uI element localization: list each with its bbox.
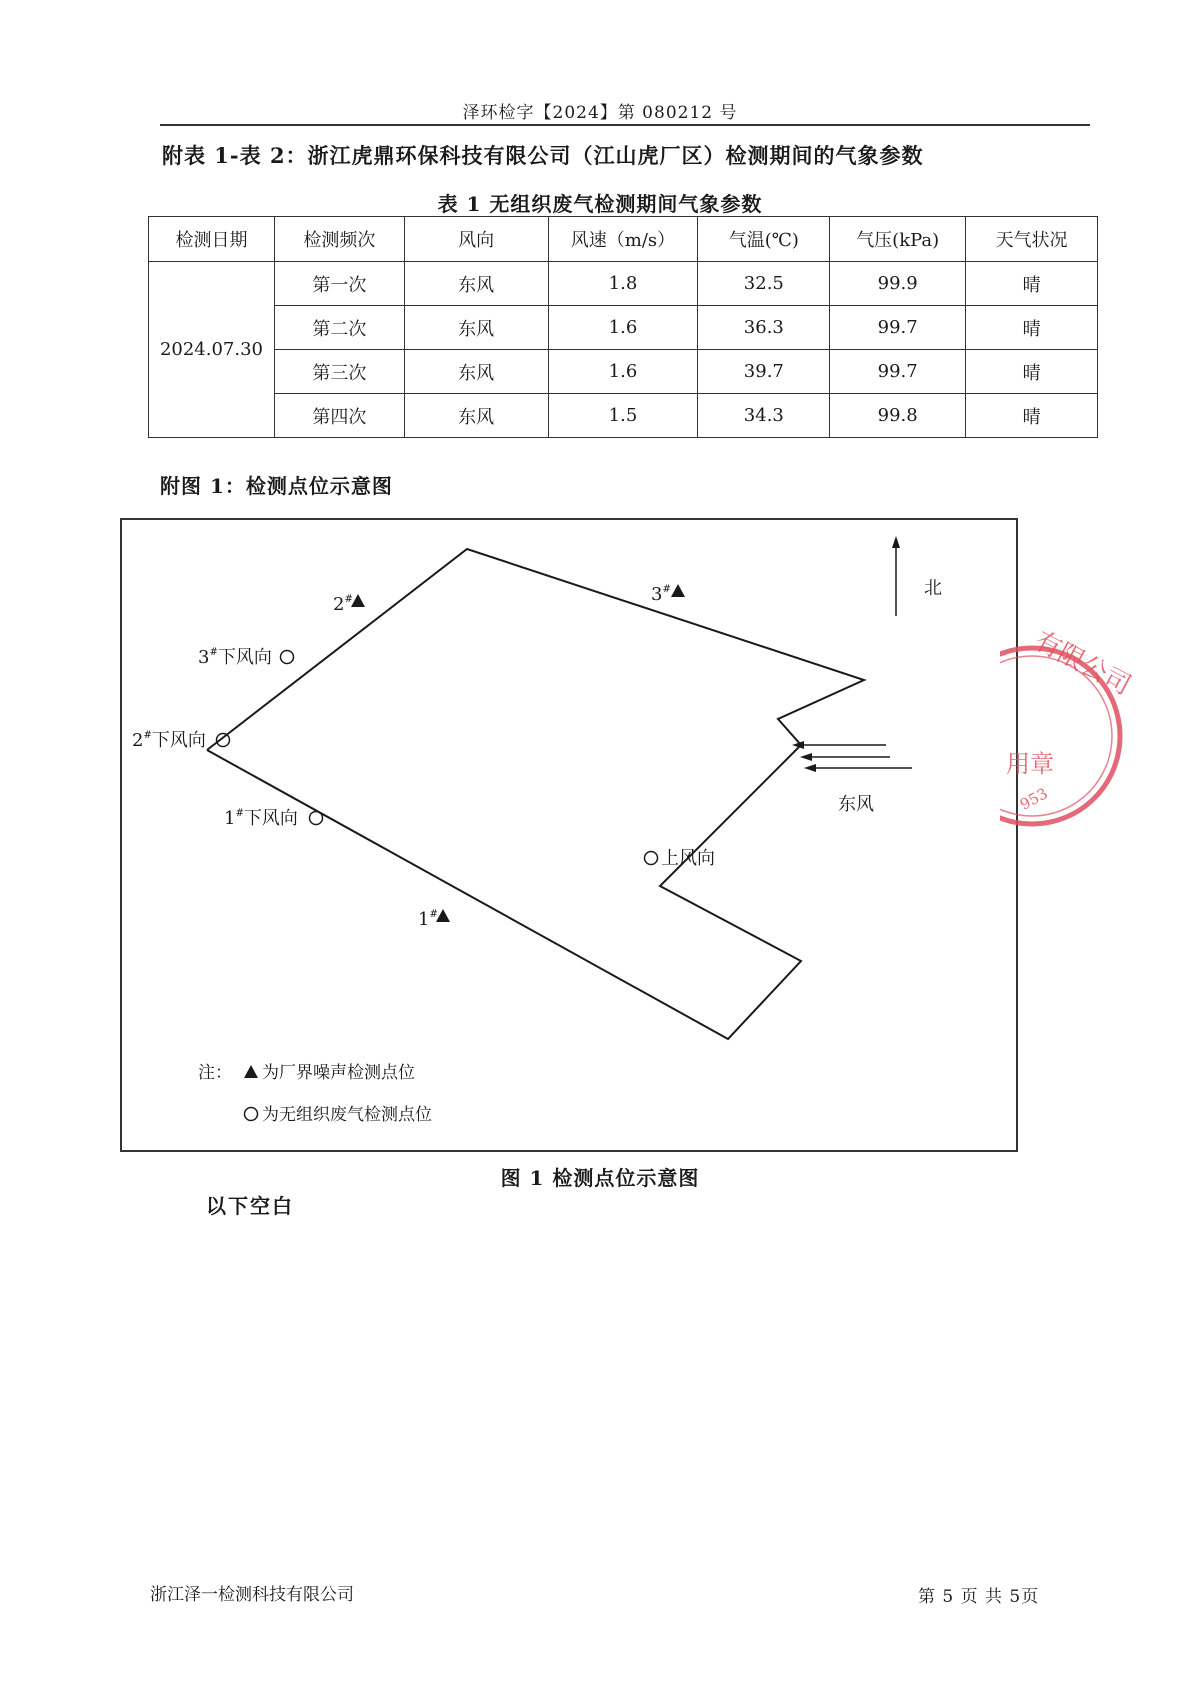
wind-label: 东风	[838, 794, 874, 815]
table-row	[149, 350, 1098, 394]
wind-speed-cell: 1.8	[548, 262, 698, 306]
table-title: 表 1 无组织废气检测期间气象参数	[437, 192, 763, 216]
triangle-icon	[351, 594, 365, 607]
noise-point-2	[333, 594, 365, 615]
report-code: 泽环检字【2024】第 080212 号	[462, 103, 738, 123]
legend-prefix: 注：	[198, 1063, 232, 1083]
wind-direction-cell: 东风	[404, 394, 548, 438]
circle-icon	[645, 852, 658, 865]
pressure-cell: 99.7	[830, 350, 966, 394]
figure-caption: 图 1 检测点位示意图	[500, 1166, 700, 1190]
legend-gas: 为无组织废气检测点位	[262, 1105, 432, 1125]
site-map	[120, 518, 1018, 1152]
pressure-cell: 99.8	[830, 394, 966, 438]
frequency-cell: 第二次	[274, 306, 404, 350]
noise-point-3	[651, 584, 685, 605]
svg-text:用章: 用章	[1006, 750, 1054, 778]
circle-icon	[245, 1108, 258, 1121]
pressure-cell: 99.7	[830, 306, 966, 350]
temperature-cell: 39.7	[698, 350, 830, 394]
svg-text:上风向: 上风向	[661, 848, 715, 869]
downwind-point-2	[132, 730, 230, 751]
temperature-cell: 34.3	[698, 394, 830, 438]
frequency-cell: 第四次	[274, 394, 404, 438]
downwind-point-3	[198, 647, 294, 668]
svg-text:3#: 3#	[651, 584, 671, 605]
wind-direction-cell: 东风	[404, 350, 548, 394]
weather-cell: 晴	[966, 306, 1098, 350]
site-map-svg	[120, 518, 1018, 1152]
wind-speed-cell: 1.5	[548, 394, 698, 438]
upwind-point	[645, 848, 716, 869]
svg-text:2#下风向: 2#下风向	[132, 730, 206, 751]
wind-speed-cell: 1.6	[548, 306, 698, 350]
frequency-cell: 第一次	[274, 262, 404, 306]
temperature-cell: 36.3	[698, 306, 830, 350]
pressure-cell: 99.9	[830, 262, 966, 306]
north-label: 北	[924, 578, 942, 599]
legend-noise: 为厂界噪声检测点位	[262, 1063, 415, 1083]
map-frame	[121, 519, 1017, 1151]
wind-direction-cell: 东风	[404, 306, 548, 350]
wind-speed-cell: 1.6	[548, 350, 698, 394]
header-date: 检测日期	[149, 217, 275, 262]
triangle-icon	[671, 584, 685, 597]
footer-company: 浙江泽一检测科技有限公司	[150, 1585, 354, 1605]
header-rule	[160, 124, 1090, 126]
svg-text:1#下风向: 1#下风向	[224, 808, 298, 829]
downwind-point-1	[224, 808, 323, 829]
header-frequency: 检测频次	[274, 217, 404, 262]
temperature-cell: 32.5	[698, 262, 830, 306]
wind-direction-cell: 东风	[404, 262, 548, 306]
weather-cell: 晴	[966, 262, 1098, 306]
circle-icon	[310, 812, 323, 825]
plant-boundary	[207, 549, 864, 1039]
circle-icon	[281, 651, 294, 664]
figure-heading: 附图 1：检测点位示意图	[160, 474, 393, 498]
svg-text:953: 953	[1016, 784, 1051, 814]
triangle-icon	[436, 909, 450, 922]
blank-note: 以下空白	[206, 1194, 294, 1218]
company-seal	[1000, 626, 1140, 846]
svg-text:有限公司: 有限公司	[1029, 626, 1136, 702]
triangle-icon	[244, 1065, 258, 1078]
seal-icon	[1000, 626, 1140, 846]
header-weather: 天气状况	[966, 217, 1098, 262]
svg-text:2#: 2#	[333, 594, 353, 615]
svg-text:3#下风向: 3#下风向	[198, 647, 272, 668]
north-arrow-icon	[892, 536, 900, 616]
header-temperature: 气温(℃)	[698, 217, 830, 262]
wind-arrows-icon	[792, 741, 912, 772]
weather-cell: 晴	[966, 350, 1098, 394]
table-row	[149, 262, 1098, 306]
noise-point-1	[418, 909, 450, 930]
header-wind-speed: 风速（m/s）	[548, 217, 698, 262]
map-legend	[198, 1063, 432, 1125]
footer-page-info: 第 5 页 共 5页	[918, 1587, 1040, 1607]
header-wind-direction: 风向	[404, 217, 548, 262]
svg-text:1#: 1#	[418, 909, 438, 930]
table-row	[149, 394, 1098, 438]
appendix-title: 附表 1-表 2：浙江虎鼎环保科技有限公司（江山虎厂区）检测期间的气象参数	[162, 143, 924, 168]
weather-cell: 晴	[966, 394, 1098, 438]
header-pressure: 气压(kPa)	[830, 217, 966, 262]
weather-table	[148, 216, 1098, 438]
date-cell: 2024.07.30	[149, 262, 275, 438]
table-row	[149, 306, 1098, 350]
table-header-row	[149, 217, 1098, 262]
frequency-cell: 第三次	[274, 350, 404, 394]
